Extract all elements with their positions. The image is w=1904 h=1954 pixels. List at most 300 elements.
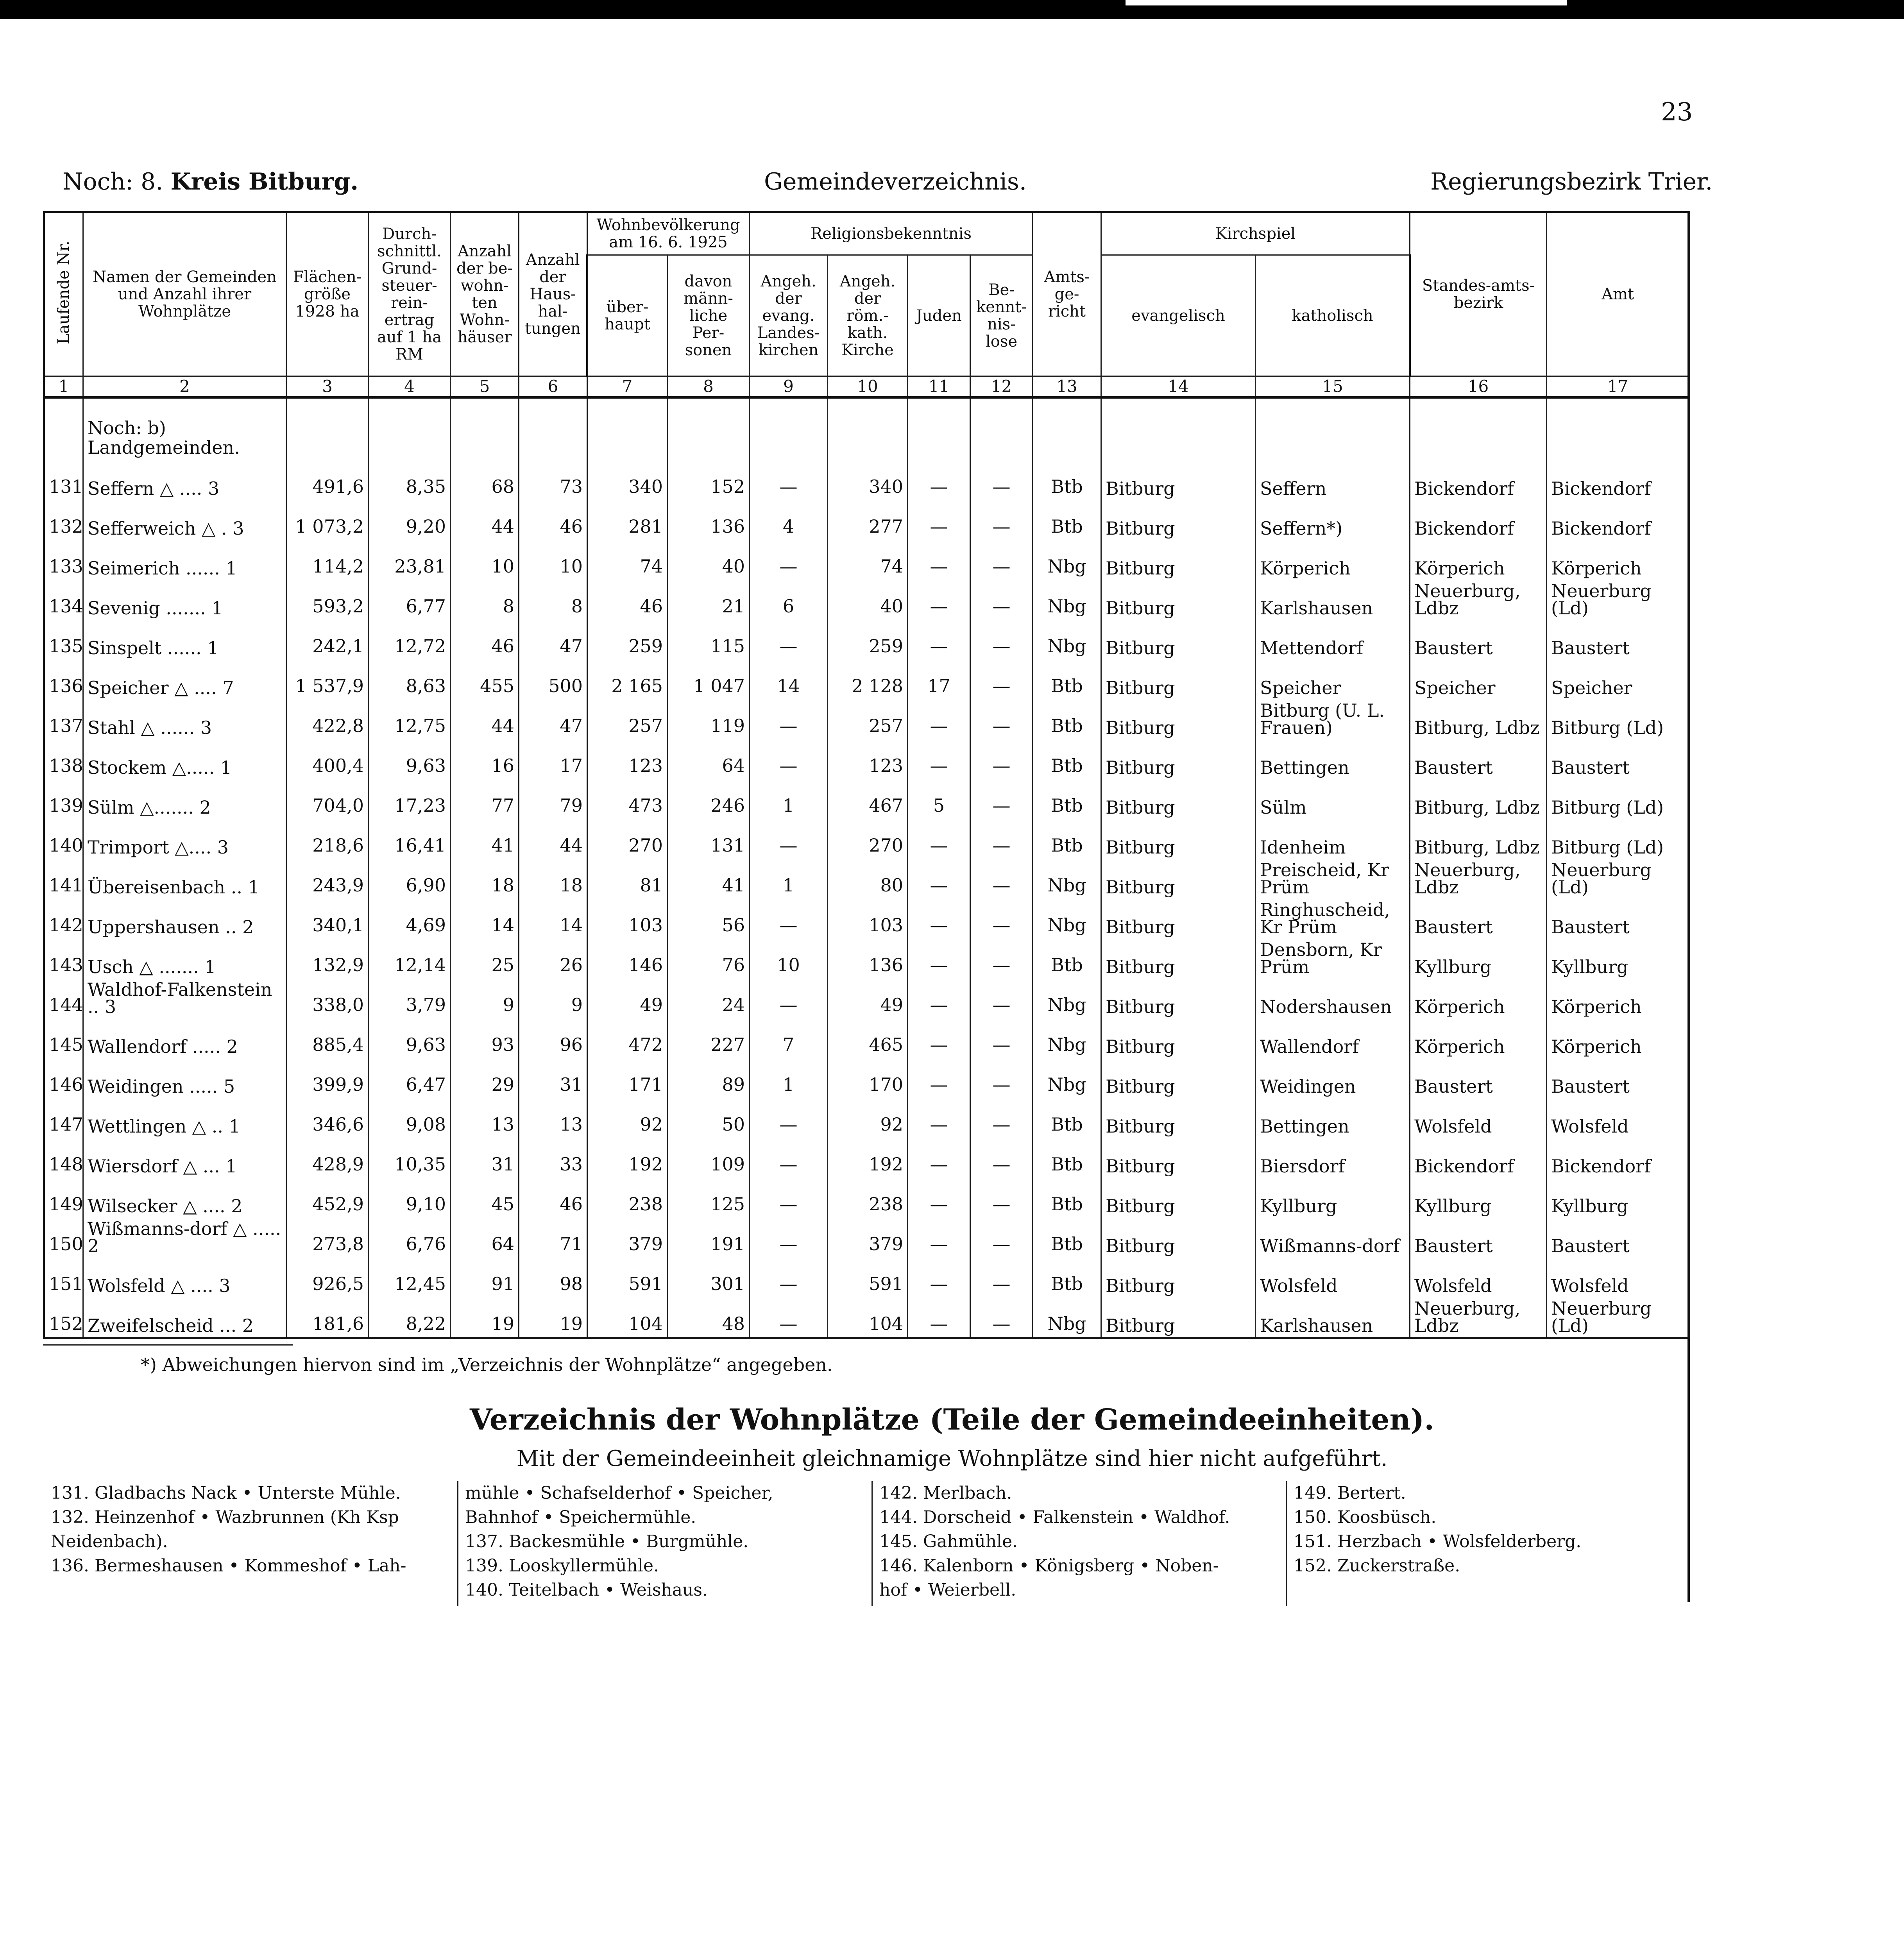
district-court: Nbg: [1033, 620, 1101, 660]
households: 17: [519, 739, 587, 779]
catholics: 259: [828, 620, 908, 660]
table-row: [44, 660, 1689, 700]
parish-catholic: Kyllburg: [1256, 1178, 1410, 1218]
population-total: 257: [587, 700, 667, 739]
catholics: 192: [828, 1138, 908, 1178]
column-number-row: [44, 376, 1689, 398]
column-number: 1: [44, 376, 83, 398]
table-row: [44, 1297, 1689, 1338]
row-number: 132: [44, 500, 83, 540]
tax-yield: 8,63: [369, 660, 451, 700]
column-number: 3: [286, 376, 369, 398]
municipality-name: Wißmanns-dorf △ ..... 2: [83, 1218, 286, 1258]
parish-protestant: Bitburg: [1101, 779, 1256, 819]
parish-protestant: Bitburg: [1101, 460, 1256, 500]
population-male: 119: [667, 700, 750, 739]
header-religionsbekenntnis: Religionsbekenntnis: [750, 212, 1033, 255]
column-number: 8: [667, 376, 750, 398]
tax-yield: 9,20: [369, 500, 451, 540]
protestants: —: [750, 739, 828, 779]
row-number: 145: [44, 1018, 83, 1058]
municipality-name: Übereisenbach .. 1: [83, 859, 286, 899]
catholics: 277: [828, 500, 908, 540]
dwellings: 10: [451, 540, 519, 580]
area-ha: 593,2: [286, 580, 369, 620]
catholics: 104: [828, 1297, 908, 1338]
column-number: 13: [1033, 376, 1101, 398]
header-bekenntnislose: Be-kennt-nis-lose: [970, 255, 1033, 376]
area-ha: 1 537,9: [286, 660, 369, 700]
households: 96: [519, 1018, 587, 1058]
catholics: 379: [828, 1218, 908, 1258]
page-number: 23: [1661, 98, 1693, 127]
protestants: 1: [750, 859, 828, 899]
municipality-name: Usch △ ....... 1: [83, 939, 286, 979]
municipality-name: Weidingen ..... 5: [83, 1058, 286, 1098]
jews: —: [908, 1098, 970, 1138]
dwellings: 16: [451, 739, 519, 779]
place-entry: 146. Kalenborn • Königsberg • Noben-: [879, 1556, 1219, 1576]
non-denominational: —: [970, 1218, 1033, 1258]
non-denominational: —: [970, 1058, 1033, 1098]
parish-protestant: Bitburg: [1101, 819, 1256, 859]
non-denominational: —: [970, 700, 1033, 739]
population-male: 131: [667, 819, 750, 859]
non-denominational: —: [970, 859, 1033, 899]
table-row: [44, 859, 1689, 899]
office: Körperich: [1547, 979, 1689, 1018]
registry-district: Bickendorf: [1410, 460, 1547, 500]
municipality-name: Seimerich ...... 1: [83, 540, 286, 580]
parish-protestant: Bitburg: [1101, 660, 1256, 700]
municipality-name: Stahl △ ...... 3: [83, 700, 286, 739]
office: Baustert: [1547, 1058, 1689, 1098]
tax-yield: 6,77: [369, 580, 451, 620]
municipality-name: Wettlingen △ .. 1: [83, 1098, 286, 1138]
header-grundsteuer: Durch-schnittl. Grund-steuer-rein-ertrag auf 1 ha RM: [369, 212, 451, 376]
catholics: 340: [828, 460, 908, 500]
area-ha: 885,4: [286, 1018, 369, 1058]
dwellings: 9: [451, 979, 519, 1018]
parish-protestant: Bitburg: [1101, 1178, 1256, 1218]
header-namen: Namen der Gemeinden und Anzahl ihrer Wohnplätze: [83, 212, 286, 376]
municipality-name: Sinspelt ...... 1: [83, 620, 286, 660]
office: Bitburg (Ld): [1547, 700, 1689, 739]
parish-protestant: Bitburg: [1101, 859, 1256, 899]
row-number: 136: [44, 660, 83, 700]
office: Kyllburg: [1547, 939, 1689, 979]
area-ha: 218,6: [286, 819, 369, 859]
registry-district: Neuerburg, Ldbz: [1410, 859, 1547, 899]
tax-yield: 9,63: [369, 1018, 451, 1058]
header-kirchspiel-katholisch: katholisch: [1256, 255, 1410, 376]
tax-yield: 3,79: [369, 979, 451, 1018]
row-number: 146: [44, 1058, 83, 1098]
office: Körperich: [1547, 540, 1689, 580]
place-entry: 150. Koosbüsch.: [1294, 1507, 1437, 1527]
non-denominational: —: [970, 1018, 1033, 1058]
parish-protestant: Bitburg: [1101, 1138, 1256, 1178]
non-denominational: —: [970, 819, 1033, 859]
place-entry: 149. Bertert.: [1294, 1483, 1406, 1503]
district-court: Btb: [1033, 739, 1101, 779]
row-number: 133: [44, 540, 83, 580]
table-row: [44, 500, 1689, 540]
dwellings: 31: [451, 1138, 519, 1178]
parish-catholic: Ringhuscheid, Kr Prüm: [1256, 899, 1410, 939]
municipality-name: Sefferweich △ . 3: [83, 500, 286, 540]
place-entry: 140. Teitelbach • Weishaus.: [465, 1580, 708, 1600]
registry-district: Neuerburg, Ldbz: [1410, 580, 1547, 620]
office: Bickendorf: [1547, 500, 1689, 540]
district-court: Nbg: [1033, 540, 1101, 580]
header-laufende-nr: Laufende Nr.: [44, 212, 83, 376]
households: 79: [519, 779, 587, 819]
population-total: 74: [587, 540, 667, 580]
population-total: 340: [587, 460, 667, 500]
parish-catholic: Nodershausen: [1256, 979, 1410, 1018]
district-court: Btb: [1033, 460, 1101, 500]
protestants: 4: [750, 500, 828, 540]
district-court: Nbg: [1033, 1058, 1101, 1098]
table-row: [44, 460, 1689, 500]
catholics: 238: [828, 1178, 908, 1218]
parish-protestant: Bitburg: [1101, 899, 1256, 939]
jews: —: [908, 1218, 970, 1258]
protestants: —: [750, 700, 828, 739]
parish-catholic: Seffern*): [1256, 500, 1410, 540]
column-number: 12: [970, 376, 1033, 398]
place-entry: 144. Dorscheid • Falkenstein • Waldhof.: [879, 1507, 1230, 1527]
catholics: 591: [828, 1258, 908, 1297]
parish-catholic: Seffern: [1256, 460, 1410, 500]
households: 500: [519, 660, 587, 700]
parish-protestant: Bitburg: [1101, 1098, 1256, 1138]
population-total: 2 165: [587, 660, 667, 700]
population-total: 591: [587, 1258, 667, 1297]
catholics: 123: [828, 739, 908, 779]
district-court: Btb: [1033, 1138, 1101, 1178]
place-entry: Neidenbach).: [51, 1532, 168, 1551]
population-total: 171: [587, 1058, 667, 1098]
parish-protestant: Bitburg: [1101, 939, 1256, 979]
protestants: 10: [750, 939, 828, 979]
jews: —: [908, 1297, 970, 1338]
place-entry: 151. Herzbach • Wolsfelderberg.: [1294, 1532, 1582, 1551]
jews: —: [908, 620, 970, 660]
protestants: —: [750, 1258, 828, 1297]
area-ha: 181,6: [286, 1297, 369, 1338]
office: Speicher: [1547, 660, 1689, 700]
non-denominational: —: [970, 620, 1033, 660]
area-ha: 1 073,2: [286, 500, 369, 540]
protestants: 6: [750, 580, 828, 620]
dwellings: 18: [451, 859, 519, 899]
scan-top-gap: [1126, 0, 1567, 5]
catholics: 465: [828, 1018, 908, 1058]
protestants: —: [750, 1138, 828, 1178]
parish-protestant: Bitburg: [1101, 580, 1256, 620]
area-ha: 399,9: [286, 1058, 369, 1098]
municipality-name: Uppershausen .. 2: [83, 899, 286, 939]
population-male: 50: [667, 1098, 750, 1138]
households: 13: [519, 1098, 587, 1138]
places-column-divider: [457, 1481, 458, 1606]
parish-protestant: Bitburg: [1101, 1218, 1256, 1258]
dwellings: 455: [451, 660, 519, 700]
header-juden: Juden: [908, 255, 970, 376]
district-court: Nbg: [1033, 1018, 1101, 1058]
dwellings: 46: [451, 620, 519, 660]
place-entry: Bahnhof • Speichermühle.: [465, 1507, 696, 1527]
places-column-divider: [1286, 1481, 1287, 1606]
row-number: 141: [44, 859, 83, 899]
population-male: 1 047: [667, 660, 750, 700]
running-header-center: Gemeindeverzeichnis.: [764, 168, 1027, 195]
households: 19: [519, 1297, 587, 1338]
municipality-name: Wilsecker △ .... 2: [83, 1178, 286, 1218]
district-court: Btb: [1033, 700, 1101, 739]
non-denominational: —: [970, 1138, 1033, 1178]
column-number: 5: [451, 376, 519, 398]
protestants: —: [750, 540, 828, 580]
dwellings: 8: [451, 580, 519, 620]
parish-protestant: Bitburg: [1101, 1258, 1256, 1297]
jews: —: [908, 1018, 970, 1058]
dwellings: 29: [451, 1058, 519, 1098]
registry-district: Körperich: [1410, 979, 1547, 1018]
district-court: Btb: [1033, 1258, 1101, 1297]
households: 98: [519, 1258, 587, 1297]
municipality-name: Wiersdorf △ ... 1: [83, 1138, 286, 1178]
subheading-row: [44, 397, 1689, 460]
table-row: [44, 1258, 1689, 1297]
place-entry: 139. Looskyllermühle.: [465, 1556, 659, 1576]
office: Baustert: [1547, 1218, 1689, 1258]
protestants: —: [750, 460, 828, 500]
office: Bickendorf: [1547, 460, 1689, 500]
tax-yield: 23,81: [369, 540, 451, 580]
parish-catholic: Weidingen: [1256, 1058, 1410, 1098]
parish-protestant: Bitburg: [1101, 700, 1256, 739]
registry-district: Baustert: [1410, 739, 1547, 779]
catholics: 49: [828, 979, 908, 1018]
column-number: 10: [828, 376, 908, 398]
registry-district: Bickendorf: [1410, 1138, 1547, 1178]
population-male: 191: [667, 1218, 750, 1258]
population-male: 152: [667, 460, 750, 500]
row-number: 137: [44, 700, 83, 739]
protestants: —: [750, 1297, 828, 1338]
parish-protestant: Bitburg: [1101, 1018, 1256, 1058]
area-ha: 428,9: [286, 1138, 369, 1178]
table-row: [44, 1058, 1689, 1098]
place-entry: 142. Merlbach.: [879, 1483, 1012, 1503]
places-column-divider: [871, 1481, 873, 1606]
row-number: 151: [44, 1258, 83, 1297]
catholics: 40: [828, 580, 908, 620]
households: 44: [519, 819, 587, 859]
population-total: 81: [587, 859, 667, 899]
protestants: —: [750, 899, 828, 939]
dwellings: 19: [451, 1297, 519, 1338]
population-total: 104: [587, 1297, 667, 1338]
place-entry: hof • Weierbell.: [879, 1580, 1016, 1600]
catholics: 74: [828, 540, 908, 580]
protestants: —: [750, 1178, 828, 1218]
header-katholisch-angeh: Angeh. der röm.-kath. Kirche: [828, 255, 908, 376]
header-district: Kreis Bitburg.: [170, 168, 359, 195]
office: Neuerburg (Ld): [1547, 859, 1689, 899]
jews: —: [908, 1178, 970, 1218]
office: Neuerburg (Ld): [1547, 580, 1689, 620]
area-ha: 704,0: [286, 779, 369, 819]
scan-top-border: [0, 0, 1904, 19]
population-male: 115: [667, 620, 750, 660]
district-court: Nbg: [1033, 580, 1101, 620]
non-denominational: —: [970, 540, 1033, 580]
table-row: [44, 580, 1689, 620]
municipality-name: Stockem △..... 1: [83, 739, 286, 779]
row-number: 147: [44, 1098, 83, 1138]
population-male: 136: [667, 500, 750, 540]
registry-district: Bitburg, Ldbz: [1410, 819, 1547, 859]
tax-yield: 9,63: [369, 739, 451, 779]
places-column-1: [51, 1481, 457, 1606]
registry-district: Wolsfeld: [1410, 1098, 1547, 1138]
jews: —: [908, 739, 970, 779]
population-male: 41: [667, 859, 750, 899]
parish-catholic: Mettendorf: [1256, 620, 1410, 660]
places-column-4: [1294, 1481, 1684, 1606]
parish-protestant: Bitburg: [1101, 620, 1256, 660]
municipality-name: Wallendorf ..... 2: [83, 1018, 286, 1058]
households: 26: [519, 939, 587, 979]
area-ha: 400,4: [286, 739, 369, 779]
population-male: 227: [667, 1018, 750, 1058]
protestants: 7: [750, 1018, 828, 1058]
area-ha: 273,8: [286, 1218, 369, 1258]
population-total: 270: [587, 819, 667, 859]
households: 10: [519, 540, 587, 580]
places-title: Verzeichnis der Wohnplätze (Teile der Gemeindeeinheiten).: [469, 1403, 1435, 1437]
jews: —: [908, 979, 970, 1018]
population-male: 76: [667, 939, 750, 979]
protestants: 1: [750, 779, 828, 819]
area-ha: 338,0: [286, 979, 369, 1018]
population-male: 24: [667, 979, 750, 1018]
column-number: 7: [587, 376, 667, 398]
parish-catholic: Bitburg (U. L. Frauen): [1256, 700, 1410, 739]
places-column-3: [879, 1481, 1286, 1606]
population-total: 472: [587, 1018, 667, 1058]
place-entry: 136. Bermeshausen • Kommeshof • Lah-: [51, 1556, 406, 1576]
households: 46: [519, 500, 587, 540]
population-male: 56: [667, 899, 750, 939]
row-number: 131: [44, 460, 83, 500]
district-court: Nbg: [1033, 1297, 1101, 1338]
registry-district: Speicher: [1410, 660, 1547, 700]
population-male: 246: [667, 779, 750, 819]
district-court: Nbg: [1033, 899, 1101, 939]
area-ha: 452,9: [286, 1178, 369, 1218]
row-number: 140: [44, 819, 83, 859]
parish-catholic: Wallendorf: [1256, 1018, 1410, 1058]
registry-district: Baustert: [1410, 899, 1547, 939]
dwellings: 13: [451, 1098, 519, 1138]
district-court: Btb: [1033, 779, 1101, 819]
municipality-name: Sevenig ....... 1: [83, 580, 286, 620]
office: Wolsfeld: [1547, 1098, 1689, 1138]
population-total: 259: [587, 620, 667, 660]
table-row: [44, 899, 1689, 939]
catholics: 257: [828, 700, 908, 739]
column-number: 6: [519, 376, 587, 398]
jews: —: [908, 700, 970, 739]
column-number: 16: [1410, 376, 1547, 398]
running-header-left: [63, 168, 358, 195]
non-denominational: —: [970, 1297, 1033, 1338]
population-total: 473: [587, 779, 667, 819]
parish-catholic: Wißmanns-dorf: [1256, 1218, 1410, 1258]
district-court: Nbg: [1033, 979, 1101, 1018]
population-male: 109: [667, 1138, 750, 1178]
district-court: Nbg: [1033, 859, 1101, 899]
row-number: 134: [44, 580, 83, 620]
parish-catholic: Densborn, Kr Prüm: [1256, 939, 1410, 979]
right-page-rule: [1687, 211, 1690, 1602]
header-ueberhaupt: über-haupt: [587, 255, 667, 376]
subheading-landgemeinden: Noch: b) Landgemeinden.: [83, 397, 286, 460]
households: 9: [519, 979, 587, 1018]
population-total: 192: [587, 1138, 667, 1178]
registry-district: Körperich: [1410, 1018, 1547, 1058]
table-row: [44, 819, 1689, 859]
running-header-right: Regierungsbezirk Trier.: [1430, 168, 1713, 195]
households: 46: [519, 1178, 587, 1218]
row-number: 144: [44, 979, 83, 1018]
dwellings: 44: [451, 500, 519, 540]
protestants: 1: [750, 1058, 828, 1098]
catholics: 170: [828, 1058, 908, 1098]
non-denominational: —: [970, 500, 1033, 540]
catholics: 80: [828, 859, 908, 899]
municipality-name: Waldhof-Falkenstein .. 3: [83, 979, 286, 1018]
non-denominational: —: [970, 660, 1033, 700]
households: 71: [519, 1218, 587, 1258]
district-court: Btb: [1033, 939, 1101, 979]
jews: —: [908, 1138, 970, 1178]
non-denominational: —: [970, 1258, 1033, 1297]
row-number: 138: [44, 739, 83, 779]
place-entry: 132. Heinzenhof • Wazbrunnen (Kh Ksp: [51, 1507, 399, 1527]
place-entry: 152. Zuckerstraße.: [1294, 1556, 1460, 1576]
dwellings: 14: [451, 899, 519, 939]
office: Kyllburg: [1547, 1178, 1689, 1218]
non-denominational: —: [970, 460, 1033, 500]
registry-district: Körperich: [1410, 540, 1547, 580]
header-evangelisch-angeh: Angeh. der evang. Landes-kirchen: [750, 255, 828, 376]
column-number: 9: [750, 376, 828, 398]
registry-district: Bitburg, Ldbz: [1410, 700, 1547, 739]
non-denominational: —: [970, 580, 1033, 620]
district-court: Btb: [1033, 660, 1101, 700]
district-court: Btb: [1033, 1098, 1101, 1138]
office: Baustert: [1547, 739, 1689, 779]
parish-protestant: Bitburg: [1101, 979, 1256, 1018]
district-court: Btb: [1033, 819, 1101, 859]
office: Körperich: [1547, 1018, 1689, 1058]
